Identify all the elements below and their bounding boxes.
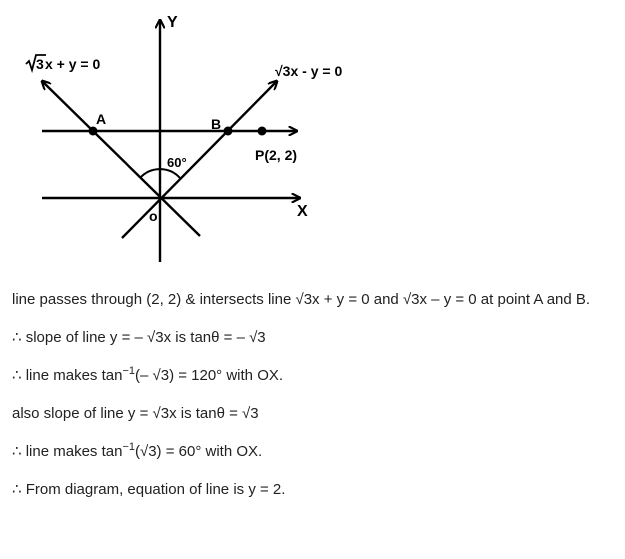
p3-post: (– √3) = 120° with OX. [134,367,284,384]
p3-pre: ∴ line makes tan [12,367,123,384]
point-a-dot [89,127,98,136]
p5-pre: ∴ line makes tan [12,443,123,460]
solution-paragraph-2: ∴ slope of line y = – √3x is tanθ = – √3 [12,329,266,346]
solution-paragraph-1: line passes through (2, 2) & intersects line √3x + y = 0 and √3x – y = 0 at point A and B. [12,291,591,308]
p3-superscript: −1 [122,365,135,377]
angle-label: 60° [167,155,187,170]
line2-equation-label: √3x - y = 0 [275,63,343,79]
point-p-label: P(2, 2) [255,147,298,163]
x-axis-label: X [297,203,308,220]
line1-equation-label: x + y = 0 [45,56,101,72]
origin-label: o [149,208,158,224]
y-axis-label: Y [167,14,178,31]
p5-superscript: −1 [122,441,135,453]
p5-post: (√3) = 60° with OX. [134,443,263,460]
solution-paragraph-5 [12,440,620,463]
point-p-dot [258,127,267,136]
point-b-dot [224,127,233,136]
solution-paragraph-6: ∴ From diagram, equation of line is y = 2. [12,481,286,498]
point-b-label: B [211,116,222,132]
point-a-label: A [96,111,107,127]
solution-paragraph-3 [12,364,620,387]
solution-text [12,288,620,516]
line-sqrt3x-minus-y [122,81,277,238]
solution-paragraph-4: also slope of line y = √3x is tanθ = √3 [12,405,259,422]
line1-radicand: 3 [36,56,44,72]
